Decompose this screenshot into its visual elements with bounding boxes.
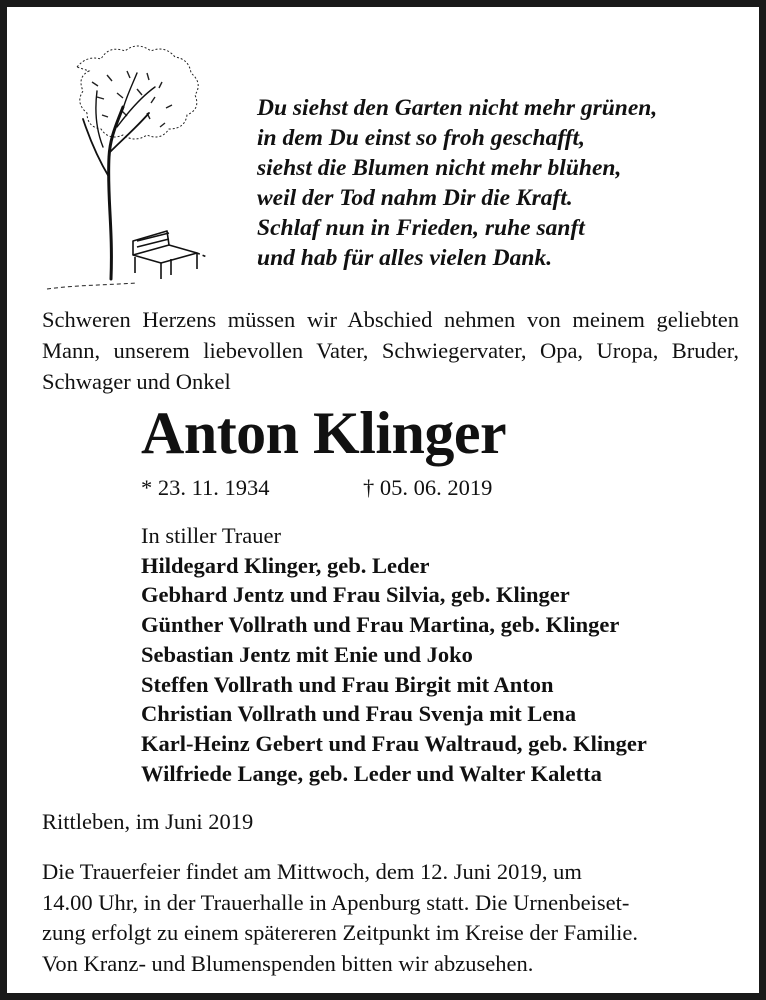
mourner-name: Wilfriede Lange, geb. Leder und Walter Kaletta: [141, 760, 602, 786]
mourners-list: [141, 521, 751, 788]
poem-line: Du siehst den Garten nicht mehr grünen,: [257, 95, 658, 121]
funeral-line: Von Kranz- und Blumenspenden bitten wir abzusehen.: [42, 950, 534, 976]
poem-line: in dem Du einst so froh geschafft,: [257, 125, 585, 151]
mourner-name: Günther Vollrath und Frau Martina, geb. Klinger: [141, 612, 620, 638]
deceased-name: Anton Klinger: [141, 400, 507, 466]
intro-text: Schweren Herzens müssen wir Abschied nehmen von meinem geliebten Mann, unserem liebevollen Vater, Schwiegervater, Opa, Uropa, Bruder, Schwager und Onkel: [42, 307, 739, 394]
funeral-line: 14.00 Uhr, in der Trauerhalle in Apenburg statt. Die Urnenbeiset-: [42, 889, 630, 915]
poem-line: Schlaf nun in Frieden, ruhe sanft: [257, 215, 585, 241]
birth-date: * 23. 11. 1934: [141, 475, 270, 500]
bench-icon: [133, 231, 207, 279]
ground-line: [47, 283, 137, 289]
place-and-date: Rittleben, im Juni 2019: [42, 809, 254, 834]
funeral-line: zung erfolgt zu einem spätereren Zeitpunkt im Kreise der Familie.: [42, 920, 639, 945]
poem-line: siehst die Blumen nicht mehr blühen,: [257, 155, 622, 181]
tree-with-bench-illustration: [37, 27, 227, 297]
mourner-name: Gebhard Jentz und Frau Silvia, geb. Klinger: [141, 582, 570, 608]
mourners-heading: In stiller Trauer: [141, 523, 281, 548]
poem: [257, 93, 747, 273]
funeral-line: Die Trauerfeier findet am Mittwoch, dem 12. Juni 2019, um: [42, 859, 582, 884]
funeral-details: [42, 857, 739, 979]
mourner-name: Christian Vollrath und Frau Svenja mit Lena: [141, 701, 577, 727]
poem-line: weil der Tod nahm Dir die Kraft.: [257, 185, 573, 211]
mourner-name: Karl-Heinz Gebert und Frau Waltraud, geb. Klinger: [141, 730, 647, 756]
death-date: † 05. 06. 2019: [363, 475, 493, 500]
mourner-name: Sebastian Jentz mit Enie und Joko: [141, 641, 473, 667]
poem-line: und hab für alles vielen Dank.: [257, 245, 553, 271]
mourner-name: Steffen Vollrath und Frau Birgit mit Anton: [141, 671, 554, 697]
mourner-name: Hildegard Klinger, geb. Leder: [141, 552, 430, 578]
tree-trunk: [83, 73, 155, 279]
